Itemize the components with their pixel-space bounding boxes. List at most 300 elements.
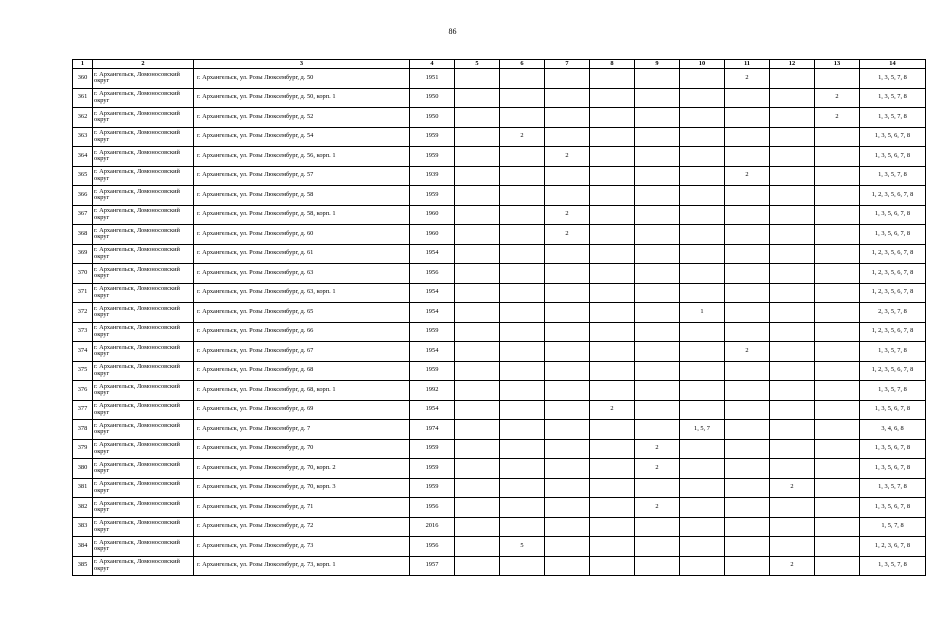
col-header-6: 6 xyxy=(500,60,545,69)
col5-cell xyxy=(455,225,500,245)
row-number: 365 xyxy=(73,166,93,186)
col12-cell xyxy=(770,88,815,108)
col14-cell: 1, 5, 7, 8 xyxy=(860,517,926,537)
col14-cell: 1, 2, 3, 5, 6, 7, 8 xyxy=(860,361,926,381)
row-number: 366 xyxy=(73,186,93,206)
col7-cell xyxy=(545,400,590,420)
address-cell: г. Архангельск, ул. Розы Люксембург, д. 7 xyxy=(194,420,410,440)
col5-cell xyxy=(455,186,500,206)
col13-cell xyxy=(815,127,860,147)
col13-cell xyxy=(815,420,860,440)
col9-cell xyxy=(635,361,680,381)
district-cell: г. Архангельск, Ломоносовский округ xyxy=(93,361,194,381)
col12-cell xyxy=(770,147,815,167)
address-cell: г. Архангельск, ул. Розы Люксембург, д. 73, корп. 1 xyxy=(194,556,410,576)
district-cell: г. Архангельск, Ломоносовский округ xyxy=(93,459,194,479)
col6-cell: 2 xyxy=(500,127,545,147)
col7-cell xyxy=(545,439,590,459)
row-number: 368 xyxy=(73,225,93,245)
col7-cell xyxy=(545,322,590,342)
district-cell: г. Архангельск, Ломоносовский округ xyxy=(93,498,194,518)
year-cell: 1959 xyxy=(410,361,455,381)
col13-cell xyxy=(815,264,860,284)
row-number: 361 xyxy=(73,88,93,108)
col13-cell xyxy=(815,283,860,303)
row-number: 380 xyxy=(73,459,93,479)
table-row xyxy=(73,498,926,518)
col6-cell xyxy=(500,108,545,128)
address-cell: г. Архангельск, ул. Розы Люксембург, д. 70, корп. 3 xyxy=(194,478,410,498)
col11-cell xyxy=(725,303,770,323)
col12-cell xyxy=(770,283,815,303)
table-row xyxy=(73,420,926,440)
col11-cell xyxy=(725,244,770,264)
col7-cell xyxy=(545,381,590,401)
col-header-3: 3 xyxy=(194,60,410,69)
col6-cell xyxy=(500,478,545,498)
address-cell: г. Архангельск, ул. Розы Люксембург, д. 66 xyxy=(194,322,410,342)
col10-cell xyxy=(680,556,725,576)
col13-cell xyxy=(815,205,860,225)
year-cell: 1959 xyxy=(410,439,455,459)
col5-cell xyxy=(455,88,500,108)
col14-cell: 1, 3, 5, 6, 7, 8 xyxy=(860,147,926,167)
col8-cell xyxy=(590,459,635,479)
col5-cell xyxy=(455,478,500,498)
col5-cell xyxy=(455,498,500,518)
district-cell: г. Архангельск, Ломоносовский округ xyxy=(93,537,194,557)
col12-cell xyxy=(770,264,815,284)
table-row xyxy=(73,147,926,167)
year-cell: 1960 xyxy=(410,205,455,225)
table-row xyxy=(73,186,926,206)
col9-cell: 2 xyxy=(635,459,680,479)
col8-cell xyxy=(590,225,635,245)
col14-cell: 1, 3, 5, 7, 8 xyxy=(860,478,926,498)
col9-cell xyxy=(635,147,680,167)
col5-cell xyxy=(455,303,500,323)
col10-cell xyxy=(680,225,725,245)
year-cell: 1959 xyxy=(410,147,455,167)
col8-cell xyxy=(590,147,635,167)
col8-cell xyxy=(590,420,635,440)
col11-cell xyxy=(725,127,770,147)
row-number: 367 xyxy=(73,205,93,225)
col12-cell xyxy=(770,225,815,245)
district-cell: г. Архангельск, Ломоносовский округ xyxy=(93,517,194,537)
address-cell: г. Архангельск, ул. Розы Люксембург, д. 68, корп. 1 xyxy=(194,381,410,401)
col10-cell xyxy=(680,322,725,342)
col9-cell xyxy=(635,244,680,264)
address-cell: г. Архангельск, ул. Розы Люксембург, д. 70, корп. 2 xyxy=(194,459,410,479)
year-cell: 1954 xyxy=(410,303,455,323)
col9-cell: 2 xyxy=(635,498,680,518)
col12-cell xyxy=(770,420,815,440)
col9-cell xyxy=(635,420,680,440)
year-cell: 1959 xyxy=(410,186,455,206)
row-number: 381 xyxy=(73,478,93,498)
col5-cell xyxy=(455,69,500,89)
col8-cell xyxy=(590,517,635,537)
col10-cell xyxy=(680,342,725,362)
col8-cell xyxy=(590,537,635,557)
year-cell: 1954 xyxy=(410,342,455,362)
address-cell: г. Архангельск, ул. Розы Люксембург, д. 63, корп. 1 xyxy=(194,283,410,303)
table-row xyxy=(73,69,926,89)
col8-cell xyxy=(590,244,635,264)
row-number: 364 xyxy=(73,147,93,167)
col6-cell xyxy=(500,342,545,362)
col5-cell xyxy=(455,166,500,186)
address-cell: г. Архангельск, ул. Розы Люксембург, д. 63 xyxy=(194,264,410,284)
col14-cell: 1, 2, 3, 5, 6, 7, 8 xyxy=(860,283,926,303)
col9-cell xyxy=(635,127,680,147)
col14-cell: 1, 3, 5, 6, 7, 8 xyxy=(860,400,926,420)
col13-cell xyxy=(815,498,860,518)
address-cell: г. Архангельск, ул. Розы Люксембург, д. 71 xyxy=(194,498,410,518)
col9-cell xyxy=(635,537,680,557)
row-number: 385 xyxy=(73,556,93,576)
row-number: 379 xyxy=(73,439,93,459)
col5-cell xyxy=(455,322,500,342)
col6-cell xyxy=(500,186,545,206)
col-header-1: 1 xyxy=(73,60,93,69)
district-cell: г. Архангельск, Ломоносовский округ xyxy=(93,108,194,128)
district-cell: г. Архангельск, Ломоносовский округ xyxy=(93,303,194,323)
district-cell: г. Архангельск, Ломоносовский округ xyxy=(93,283,194,303)
year-cell: 1954 xyxy=(410,400,455,420)
col10-cell xyxy=(680,517,725,537)
address-cell: г. Архангельск, ул. Розы Люксембург, д. 72 xyxy=(194,517,410,537)
table-row xyxy=(73,439,926,459)
col13-cell xyxy=(815,478,860,498)
col13-cell xyxy=(815,361,860,381)
district-cell: г. Архангельск, Ломоносовский округ xyxy=(93,147,194,167)
header-row xyxy=(73,60,926,69)
col10-cell xyxy=(680,381,725,401)
district-cell: г. Архангельск, Ломоносовский округ xyxy=(93,556,194,576)
table-row xyxy=(73,537,926,557)
col8-cell xyxy=(590,127,635,147)
col5-cell xyxy=(455,537,500,557)
address-cell: г. Архангельск, ул. Розы Люксембург, д. 69 xyxy=(194,400,410,420)
table-row xyxy=(73,205,926,225)
col12-cell xyxy=(770,361,815,381)
year-cell: 1959 xyxy=(410,127,455,147)
col9-cell xyxy=(635,517,680,537)
col10-cell xyxy=(680,439,725,459)
col7-cell xyxy=(545,244,590,264)
col10-cell xyxy=(680,205,725,225)
col11-cell xyxy=(725,498,770,518)
col12-cell xyxy=(770,322,815,342)
col-header-11: 11 xyxy=(725,60,770,69)
address-cell: г. Архангельск, ул. Розы Люксембург, д. 56, корп. 1 xyxy=(194,147,410,167)
col13-cell xyxy=(815,166,860,186)
district-cell: г. Архангельск, Ломоносовский округ xyxy=(93,420,194,440)
col8-cell xyxy=(590,283,635,303)
col7-cell xyxy=(545,537,590,557)
col5-cell xyxy=(455,556,500,576)
row-number: 376 xyxy=(73,381,93,401)
row-number: 378 xyxy=(73,420,93,440)
col10-cell xyxy=(680,88,725,108)
col6-cell xyxy=(500,88,545,108)
col10-cell xyxy=(680,478,725,498)
col8-cell xyxy=(590,264,635,284)
row-number: 374 xyxy=(73,342,93,362)
col6-cell xyxy=(500,400,545,420)
col7-cell xyxy=(545,342,590,362)
col10-cell xyxy=(680,108,725,128)
col12-cell xyxy=(770,244,815,264)
col14-cell: 1, 2, 3, 5, 6, 7, 8 xyxy=(860,264,926,284)
col-header-7: 7 xyxy=(545,60,590,69)
col12-cell xyxy=(770,342,815,362)
col6-cell xyxy=(500,556,545,576)
col11-cell xyxy=(725,556,770,576)
district-cell: г. Архангельск, Ломоносовский округ xyxy=(93,186,194,206)
col7-cell xyxy=(545,459,590,479)
col6-cell xyxy=(500,322,545,342)
col8-cell xyxy=(590,361,635,381)
col9-cell xyxy=(635,264,680,284)
col5-cell xyxy=(455,264,500,284)
col10-cell: 1 xyxy=(680,303,725,323)
address-cell: г. Архангельск, ул. Розы Люксембург, д. 57 xyxy=(194,166,410,186)
col13-cell xyxy=(815,244,860,264)
col7-cell xyxy=(545,283,590,303)
col7-cell xyxy=(545,420,590,440)
col6-cell xyxy=(500,420,545,440)
col5-cell xyxy=(455,244,500,264)
col13-cell xyxy=(815,225,860,245)
col9-cell: 2 xyxy=(635,439,680,459)
col13-cell: 2 xyxy=(815,108,860,128)
district-cell: г. Архангельск, Ломоносовский округ xyxy=(93,322,194,342)
address-cell: г. Архангельск, ул. Розы Люксембург, д. 68 xyxy=(194,361,410,381)
col9-cell xyxy=(635,186,680,206)
col5-cell xyxy=(455,361,500,381)
year-cell: 1951 xyxy=(410,69,455,89)
row-number: 383 xyxy=(73,517,93,537)
col12-cell xyxy=(770,205,815,225)
col14-cell: 1, 3, 5, 6, 7, 8 xyxy=(860,439,926,459)
col6-cell xyxy=(500,147,545,167)
col8-cell xyxy=(590,186,635,206)
col13-cell xyxy=(815,537,860,557)
year-cell: 1939 xyxy=(410,166,455,186)
col7-cell xyxy=(545,361,590,381)
col11-cell xyxy=(725,186,770,206)
col6-cell xyxy=(500,69,545,89)
col11-cell xyxy=(725,517,770,537)
row-number: 375 xyxy=(73,361,93,381)
district-cell: г. Архангельск, Ломоносовский округ xyxy=(93,225,194,245)
col11-cell xyxy=(725,420,770,440)
district-cell: г. Архангельск, Ломоносовский округ xyxy=(93,88,194,108)
year-cell: 1956 xyxy=(410,264,455,284)
col14-cell: 1, 3, 5, 7, 8 xyxy=(860,342,926,362)
col5-cell xyxy=(455,205,500,225)
col13-cell xyxy=(815,186,860,206)
year-cell: 1954 xyxy=(410,283,455,303)
col12-cell xyxy=(770,439,815,459)
col5-cell xyxy=(455,147,500,167)
col9-cell xyxy=(635,342,680,362)
col8-cell xyxy=(590,166,635,186)
col8-cell xyxy=(590,205,635,225)
col7-cell: 2 xyxy=(545,147,590,167)
col10-cell xyxy=(680,186,725,206)
col13-cell xyxy=(815,439,860,459)
address-cell: г. Архангельск, ул. Розы Люксембург, д. 54 xyxy=(194,127,410,147)
col8-cell xyxy=(590,88,635,108)
col5-cell xyxy=(455,127,500,147)
col7-cell xyxy=(545,478,590,498)
col12-cell xyxy=(770,537,815,557)
col9-cell xyxy=(635,322,680,342)
address-cell: г. Архангельск, ул. Розы Люксембург, д. 58, корп. 1 xyxy=(194,205,410,225)
col7-cell xyxy=(545,127,590,147)
col10-cell xyxy=(680,283,725,303)
district-cell: г. Архангельск, Ломоносовский округ xyxy=(93,439,194,459)
table-row xyxy=(73,361,926,381)
col8-cell: 2 xyxy=(590,400,635,420)
col8-cell xyxy=(590,478,635,498)
col12-cell xyxy=(770,69,815,89)
col-header-14: 14 xyxy=(860,60,926,69)
col12-cell xyxy=(770,127,815,147)
table-row xyxy=(73,517,926,537)
table-row xyxy=(73,244,926,264)
col11-cell xyxy=(725,88,770,108)
col7-cell: 2 xyxy=(545,205,590,225)
table-row xyxy=(73,127,926,147)
col-header-5: 5 xyxy=(455,60,500,69)
col14-cell: 2, 3, 5, 7, 8 xyxy=(860,303,926,323)
col9-cell xyxy=(635,205,680,225)
col7-cell xyxy=(545,264,590,284)
table-row xyxy=(73,400,926,420)
district-cell: г. Архангельск, Ломоносовский округ xyxy=(93,264,194,284)
col6-cell xyxy=(500,361,545,381)
col14-cell: 1, 3, 5, 6, 7, 8 xyxy=(860,225,926,245)
address-cell: г. Архангельск, ул. Розы Люксембург, д. 58 xyxy=(194,186,410,206)
col12-cell xyxy=(770,166,815,186)
year-cell: 1974 xyxy=(410,420,455,440)
col6-cell xyxy=(500,381,545,401)
col14-cell: 1, 3, 5, 7, 8 xyxy=(860,108,926,128)
col9-cell xyxy=(635,166,680,186)
table-row xyxy=(73,108,926,128)
col14-cell: 1, 3, 5, 6, 7, 8 xyxy=(860,498,926,518)
col13-cell: 2 xyxy=(815,88,860,108)
col10-cell xyxy=(680,244,725,264)
row-number: 384 xyxy=(73,537,93,557)
col7-cell xyxy=(545,69,590,89)
col12-cell: 2 xyxy=(770,478,815,498)
row-number: 377 xyxy=(73,400,93,420)
col11-cell xyxy=(725,147,770,167)
col5-cell xyxy=(455,400,500,420)
district-cell: г. Архангельск, Ломоносовский округ xyxy=(93,205,194,225)
address-cell: г. Архангельск, ул. Розы Люксембург, д. 50 xyxy=(194,69,410,89)
row-number: 373 xyxy=(73,322,93,342)
col11-cell xyxy=(725,264,770,284)
district-cell: г. Архангельск, Ломоносовский округ xyxy=(93,127,194,147)
table-row xyxy=(73,322,926,342)
address-cell: г. Архангельск, ул. Розы Люксембург, д. 67 xyxy=(194,342,410,362)
col11-cell xyxy=(725,439,770,459)
col-header-12: 12 xyxy=(770,60,815,69)
district-cell: г. Архангельск, Ломоносовский округ xyxy=(93,381,194,401)
col13-cell xyxy=(815,342,860,362)
col11-cell xyxy=(725,283,770,303)
col9-cell xyxy=(635,556,680,576)
col5-cell xyxy=(455,459,500,479)
col6-cell xyxy=(500,517,545,537)
col10-cell xyxy=(680,69,725,89)
address-cell: г. Архангельск, ул. Розы Люксембург, д. 70 xyxy=(194,439,410,459)
col7-cell xyxy=(545,556,590,576)
col9-cell xyxy=(635,381,680,401)
year-cell: 1956 xyxy=(410,537,455,557)
col13-cell xyxy=(815,556,860,576)
table-row xyxy=(73,88,926,108)
col-header-8: 8 xyxy=(590,60,635,69)
col14-cell: 3, 4, 6, 8 xyxy=(860,420,926,440)
district-cell: г. Архангельск, Ломоносовский округ xyxy=(93,342,194,362)
col5-cell xyxy=(455,108,500,128)
col11-cell xyxy=(725,381,770,401)
year-cell: 1950 xyxy=(410,108,455,128)
col5-cell xyxy=(455,342,500,362)
table-row xyxy=(73,264,926,284)
col14-cell: 1, 3, 5, 7, 8 xyxy=(860,381,926,401)
table-row xyxy=(73,342,926,362)
col6-cell xyxy=(500,225,545,245)
col8-cell xyxy=(590,342,635,362)
table-row xyxy=(73,459,926,479)
year-cell: 1959 xyxy=(410,322,455,342)
col13-cell xyxy=(815,69,860,89)
col11-cell: 2 xyxy=(725,342,770,362)
col11-cell xyxy=(725,205,770,225)
col6-cell xyxy=(500,303,545,323)
row-number: 362 xyxy=(73,108,93,128)
col5-cell xyxy=(455,381,500,401)
row-number: 363 xyxy=(73,127,93,147)
col12-cell xyxy=(770,517,815,537)
col9-cell xyxy=(635,478,680,498)
col12-cell xyxy=(770,186,815,206)
col13-cell xyxy=(815,459,860,479)
year-cell: 1959 xyxy=(410,459,455,479)
col11-cell xyxy=(725,225,770,245)
address-cell: г. Архангельск, ул. Розы Люксембург, д. 60 xyxy=(194,225,410,245)
col5-cell xyxy=(455,439,500,459)
table-row xyxy=(73,283,926,303)
year-cell: 1954 xyxy=(410,244,455,264)
col-header-2: 2 xyxy=(93,60,194,69)
col13-cell xyxy=(815,381,860,401)
col8-cell xyxy=(590,322,635,342)
table-row xyxy=(73,381,926,401)
col14-cell: 1, 3, 5, 6, 7, 8 xyxy=(860,127,926,147)
col13-cell xyxy=(815,400,860,420)
col8-cell xyxy=(590,439,635,459)
